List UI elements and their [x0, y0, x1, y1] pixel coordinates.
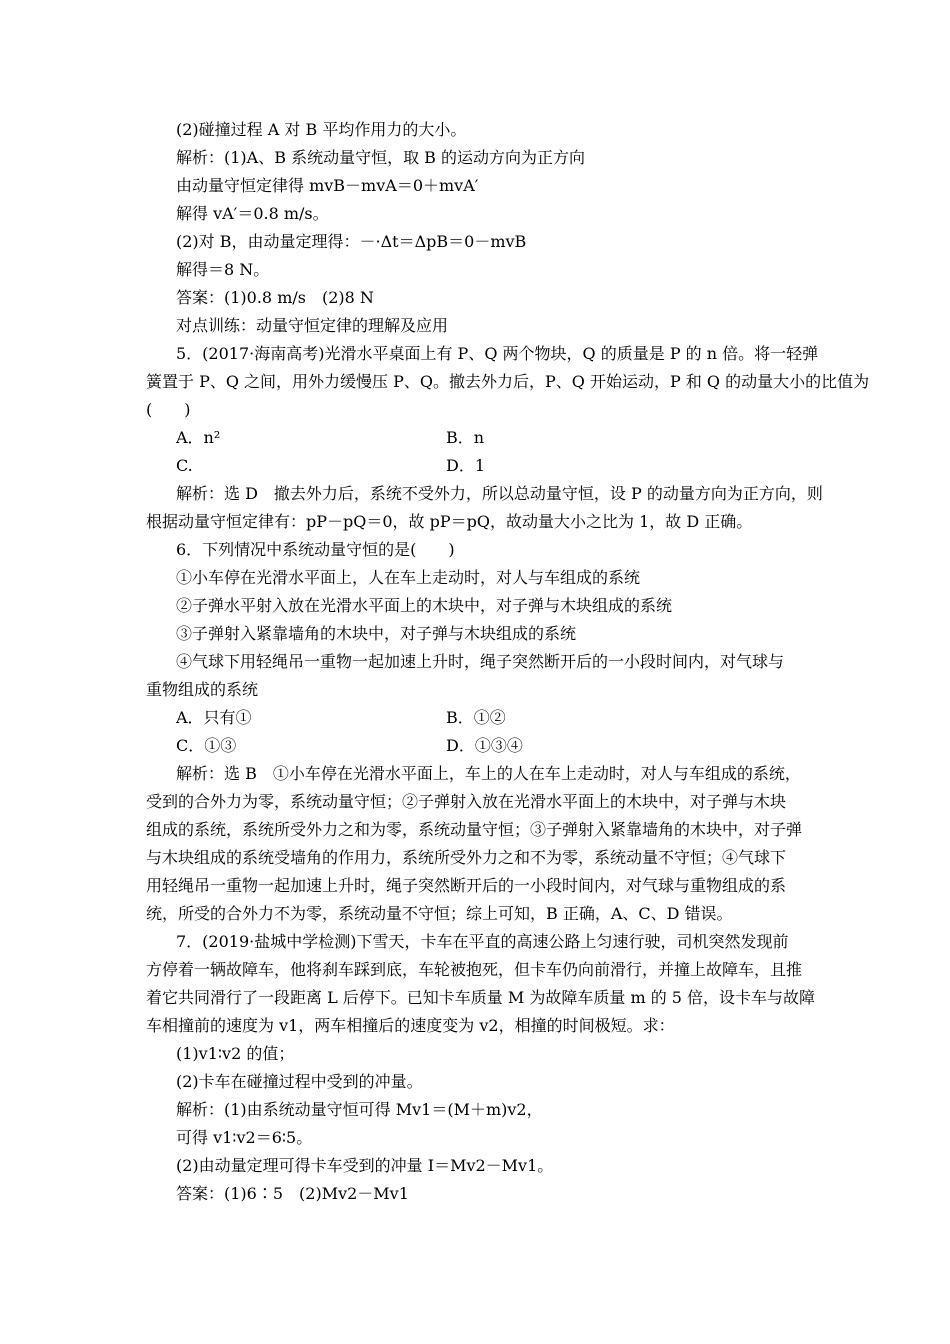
option-right: B．n — [446, 428, 485, 447]
text-line: ①小车停在光滑水平面上，人在车上走动时，对人与车组成的系统 — [176, 568, 641, 587]
option-row — [146, 424, 806, 452]
option-left: A．只有① — [176, 708, 252, 727]
text-line: 由动量守恒定律得 mvB－mvA＝0＋mvA′ — [176, 176, 479, 195]
text-line: 解得＝8 N。 — [176, 260, 270, 279]
text-line: 重物组成的系统 — [146, 680, 259, 699]
text-line: 7．(2019·盐城中学检测)下雪天，卡车在平直的高速公路上匀速行驶，司机突然发现前 — [176, 932, 789, 951]
text-line: (2)卡车在碰撞过程中受到的冲量。 — [176, 1072, 423, 1091]
text-line: 答案：(1)0.8 m/s (2)8 N — [176, 288, 374, 307]
option-row — [146, 704, 806, 732]
text-line: ( ) — [146, 400, 191, 419]
text-line: ②子弹水平射入放在光滑水平面上的木块中，对子弹与木块组成的系统 — [176, 596, 673, 615]
text-line: 根据动量守恒定律有：pP－pQ＝0，故 pP＝pQ，故动量大小之比为 1，故 D 正确。 — [146, 512, 753, 531]
option-right: D．1 — [446, 456, 486, 475]
option-left: C．①③ — [176, 736, 237, 755]
text-line: 统，所受的合外力不为零，系统动量不守恒；综上可知，B 正确，A、C、D 错误。 — [146, 904, 733, 923]
text-line: 受到的合外力为零，系统动量守恒；②子弹射入放在光滑水平面上的木块中，对子弹与木块 — [146, 792, 787, 811]
text-line: 6．下列情况中系统动量守恒的是( ) — [176, 540, 455, 559]
text-line: 车相撞前的速度为 v1，两车相撞后的速度变为 v2，相撞的时间极短。求： — [146, 1016, 675, 1035]
text-line: 组成的系统，系统所受外力之和为零，系统动量守恒；③子弹射入紧靠墙角的木块中，对子弹 — [146, 820, 803, 839]
text-line: 答案：(1)6∶5 (2)Mv2－Mv1 — [176, 1184, 409, 1203]
text-line: 解析：选 D 撤去外力后，系统不受外力，所以总动量守恒，设 P 的动量方向为正方向，则 — [176, 484, 823, 503]
text-line: 用轻绳吊一重物一起加速上升时，绳子突然断开后的一小段时间内，对气球与重物组成的系 — [146, 876, 787, 895]
text-line: (2)对 B，由动量定理得：－·Δt＝ΔpB＝0－mvB — [176, 232, 527, 251]
text-line: 解得 vA′＝0.8 m/s。 — [176, 204, 329, 223]
option-row — [146, 452, 806, 480]
option-right: D．①③④ — [446, 736, 523, 755]
option-right: B．①② — [446, 708, 506, 727]
text-line: ④气球下用轻绳吊一重物一起加速上升时，绳子突然断开后的一小段时间内，对气球与 — [176, 652, 785, 671]
text-line: (2)由动量定理可得卡车受到的冲量 I＝Mv2－Mv1。 — [176, 1156, 554, 1175]
option-left: C. — [176, 456, 193, 475]
text-line: 与木块组成的系统受墙角的作用力，系统所受外力之和不为零，系统动量不守恒；④气球下 — [146, 848, 787, 867]
text-line: (1)v1∶v2 的值； — [176, 1044, 295, 1063]
text-line: 对点训练：动量守恒定律的理解及应用 — [176, 316, 449, 335]
text-line: 着它共同滑行了一段距离 L 后停下。已知卡车质量 M 为故障车质量 m 的 5 倍，设卡车与故障 — [146, 988, 816, 1007]
text-line: 解析：选 B ①小车停在光滑水平面上，车上的人在车上走动时，对人与车组成的系统， — [176, 764, 801, 783]
text-line: 方停着一辆故障车，他将刹车踩到底，车轮被抱死，但卡车仍向前滑行，并撞上故障车，且推 — [146, 960, 803, 979]
text-body — [146, 116, 870, 1208]
text-line: 解析：(1)A、B 系统动量守恒，取 B 的运动方向为正方向 — [176, 148, 585, 167]
text-line: 簧置于 P、Q 之间，用外力缓慢压 P、Q。撤去外力后，P、Q 开始运动，P 和 Q 的动量大小的比值为 — [146, 372, 870, 391]
text-line: 解析：(1)由系统动量守恒可得 Mv1＝(M＋m)v2， — [176, 1100, 543, 1119]
option-left: A．n² — [176, 428, 221, 447]
text-line: (2)碰撞过程 A 对 B 平均作用力的大小。 — [176, 120, 467, 139]
text-line: 5．(2017·海南高考)光滑水平桌面上有 P、Q 两个物块，Q 的质量是 P 的 n 倍。将一轻弹 — [176, 344, 819, 363]
text-line: 可得 v1∶v2＝6∶5。 — [176, 1128, 313, 1147]
text-line: ③子弹射入紧靠墙角的木块中，对子弹与木块组成的系统 — [176, 624, 577, 643]
option-row — [146, 732, 806, 760]
